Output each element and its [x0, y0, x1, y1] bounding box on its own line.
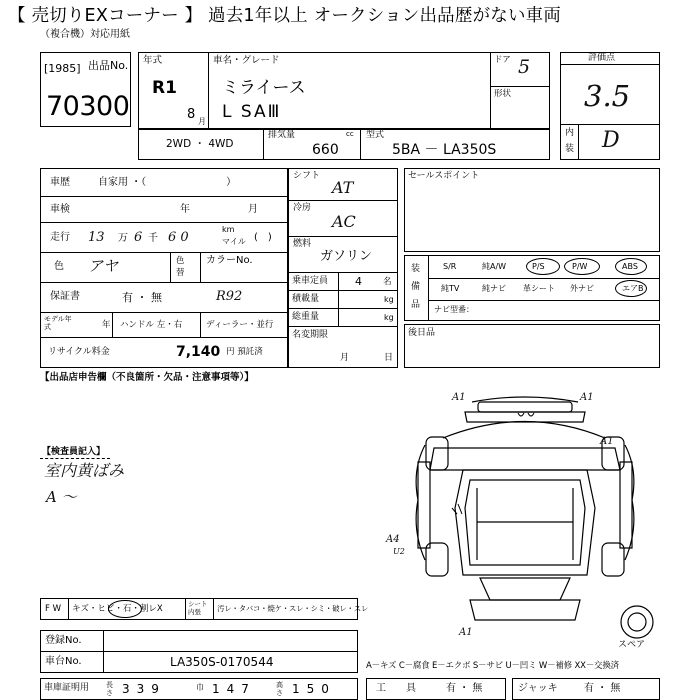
interior-value: D [602, 128, 620, 153]
handle-options: ハンドル 左・右 [120, 320, 183, 330]
dealer-options: ディーラー・並行 [206, 320, 274, 330]
warranty-options: 有 ・ 無 [122, 291, 162, 304]
color-no-label: カラーNo. [206, 255, 253, 266]
lot-label: 出品No. [88, 59, 129, 72]
chassis-label: 車台No. [45, 656, 82, 667]
gross-unit: kg [384, 313, 394, 322]
shift-value: AT [332, 178, 354, 197]
score-value: 3.5 [584, 79, 631, 113]
mileage-sen: 6 [134, 230, 143, 245]
gross-label: 総重量 [292, 312, 320, 322]
doors-value: 5 [518, 56, 531, 78]
inspector-note-1: 室内黄ばみ [44, 461, 125, 480]
damage-mark-2: A1 [580, 392, 594, 403]
score-label: 評価点 [588, 53, 616, 63]
year-label: 年式 [143, 55, 163, 66]
registration-row [40, 630, 358, 652]
equipment-label-3: 品 [411, 300, 421, 310]
expiry-label: 名変期限 [292, 330, 329, 340]
equip-ps: P/S [532, 262, 545, 271]
type-label: 型式 [366, 130, 385, 140]
navi-model-label: ナビ型番： [434, 305, 474, 314]
equip-aw: 純A/W [482, 262, 507, 271]
capacity-value: 4 [355, 275, 362, 288]
inspection-label: 車検 [50, 204, 70, 215]
mileage-label: 走行 [50, 232, 70, 243]
mileage-man: 13 [88, 230, 105, 245]
inspection-year-unit: 年 [180, 204, 190, 215]
equip-sr: S/R [443, 262, 457, 271]
height-value: 150 [292, 682, 336, 696]
seat-items: 汚レ・タバコ・焼ケ・スレ・シミ・破レ・スレ [217, 604, 369, 613]
interior-label-2: 装 [565, 144, 575, 154]
damage-mark-5: U2 [393, 547, 405, 556]
lot-prefix: [1985] [44, 62, 81, 75]
capacity-unit: 名 [383, 277, 392, 287]
chassis-value: LA350S-0170544 [170, 655, 274, 669]
defects-label: 【出品店申告欄（不良箇所・欠品・注意事項等）】 [40, 372, 254, 383]
mileage-sen-unit: 千 [148, 233, 158, 244]
shape-label: 形状 [494, 89, 512, 99]
inspector-note-2: A ～ [46, 488, 77, 506]
tools-label: 工 具 [376, 683, 416, 694]
displacement-unit: cc [346, 130, 354, 138]
color-change-2: 替 [176, 268, 185, 278]
afterday-label: 後日品 [408, 328, 436, 338]
capacity-label: 乗車定員 [292, 276, 329, 286]
length-label: 長さ [106, 681, 113, 697]
damage-mark-6: A1 [459, 627, 473, 638]
color-change-1: 色 [176, 256, 185, 266]
doors-label: ドア [494, 55, 511, 65]
drive-type: 2WD ・ 4WD [166, 138, 234, 150]
expiry-day-unit: 日 [384, 353, 394, 363]
mileage-unit-km: km [222, 225, 235, 234]
year-era: R1 [152, 78, 177, 98]
damage-legend: A－キズ C－腐食 E－エクボ S－サビ U－凹ミ W－補修 XX－交換済 [366, 661, 619, 671]
compound-note: （複合機）対応用紙 [40, 29, 130, 40]
length-value: 339 [122, 682, 166, 696]
load-label: 積載量 [292, 294, 320, 304]
width-label: 巾 [196, 683, 204, 692]
history-label: 車歴 [50, 177, 70, 188]
model-grade: L SAⅢ [222, 102, 282, 122]
jack-options: 有 ・ 無 [584, 683, 621, 694]
displacement-label: 排気量 [268, 130, 296, 140]
equipment-label-2: 備 [411, 282, 421, 292]
equip-abs: ABS [622, 262, 638, 271]
seat-label: シート内張 [188, 600, 208, 616]
recycle-unit: 円 預託済 [226, 347, 263, 357]
fuel-label: 燃料 [293, 239, 312, 249]
inspection-month-unit: 月 [248, 204, 258, 215]
color-value: アヤ [88, 257, 119, 275]
page-header: 【 売切りEXコーナー 】 過去1年以上 オークション出品歴がない車両 [8, 6, 562, 26]
size-label: 車庫証明用 [44, 683, 90, 693]
type-value: 5BA － LA350S [392, 142, 497, 158]
width-value: 147 [212, 682, 256, 696]
sales-point-label: セールスポイント [408, 171, 480, 181]
equip-navi: 純ナビ [482, 284, 506, 293]
load-unit: kg [384, 295, 394, 304]
circle-fw [108, 600, 142, 618]
model-year-unit: 年 [102, 320, 111, 330]
mileage-man-unit: 万 [118, 233, 128, 244]
equip-ext-navi: 外ナビ [570, 284, 594, 293]
equip-tv: 純TV [441, 284, 460, 293]
lot-number: 70300 [46, 91, 130, 122]
model-year-label: モデル年式 [44, 315, 72, 331]
equipment-label-1: 装 [411, 264, 421, 274]
equip-airbag: エアB [622, 284, 644, 293]
mileage-paren: ( ) [254, 232, 272, 243]
recycle-label: リサイクル料金 [48, 347, 110, 357]
warranty-note: R92 [216, 289, 243, 304]
fw-items: キズ・ヒビ・石・割レX [72, 604, 163, 614]
model-name: ミライース [222, 78, 306, 98]
displacement-value: 660 [312, 142, 339, 158]
warranty-label: 保証書 [50, 291, 80, 302]
fw-label: F W [45, 604, 61, 614]
inspector-label: 【検査員記入】 [42, 447, 106, 457]
aircon-value: AC [332, 212, 356, 231]
mileage-unit-mile: マイル [222, 237, 246, 246]
spare-label: スペア [618, 640, 646, 650]
damage-mark-4: A4 [386, 534, 400, 545]
tools-options: 有 ・ 無 [446, 683, 483, 694]
equip-leather: 革シート [523, 284, 555, 293]
fuel-value: ガソリン [320, 249, 373, 264]
model-label: 車名・グレード [213, 55, 280, 66]
shift-label: シフト [293, 171, 321, 181]
jack-label: ジャッキ [518, 683, 558, 694]
recycle-value: 7,140 [176, 344, 221, 360]
aircon-label: 冷房 [293, 203, 312, 213]
damage-mark-1: A1 [452, 392, 466, 403]
history-value: 自家用 ・（ ） [98, 177, 237, 188]
year-month-unit: 月 [198, 117, 206, 126]
color-label: 色 [54, 261, 64, 272]
mileage-digits: 6 0 [168, 230, 189, 245]
registration-label: 登録No. [45, 635, 82, 646]
damage-mark-3: A1 [600, 436, 614, 447]
interior-label-1: 内 [565, 128, 575, 138]
equip-pw: P/W [572, 262, 588, 271]
expiry-month-unit: 月 [340, 353, 350, 363]
year-month: 8 [187, 107, 196, 122]
height-label: 高さ [276, 681, 283, 697]
